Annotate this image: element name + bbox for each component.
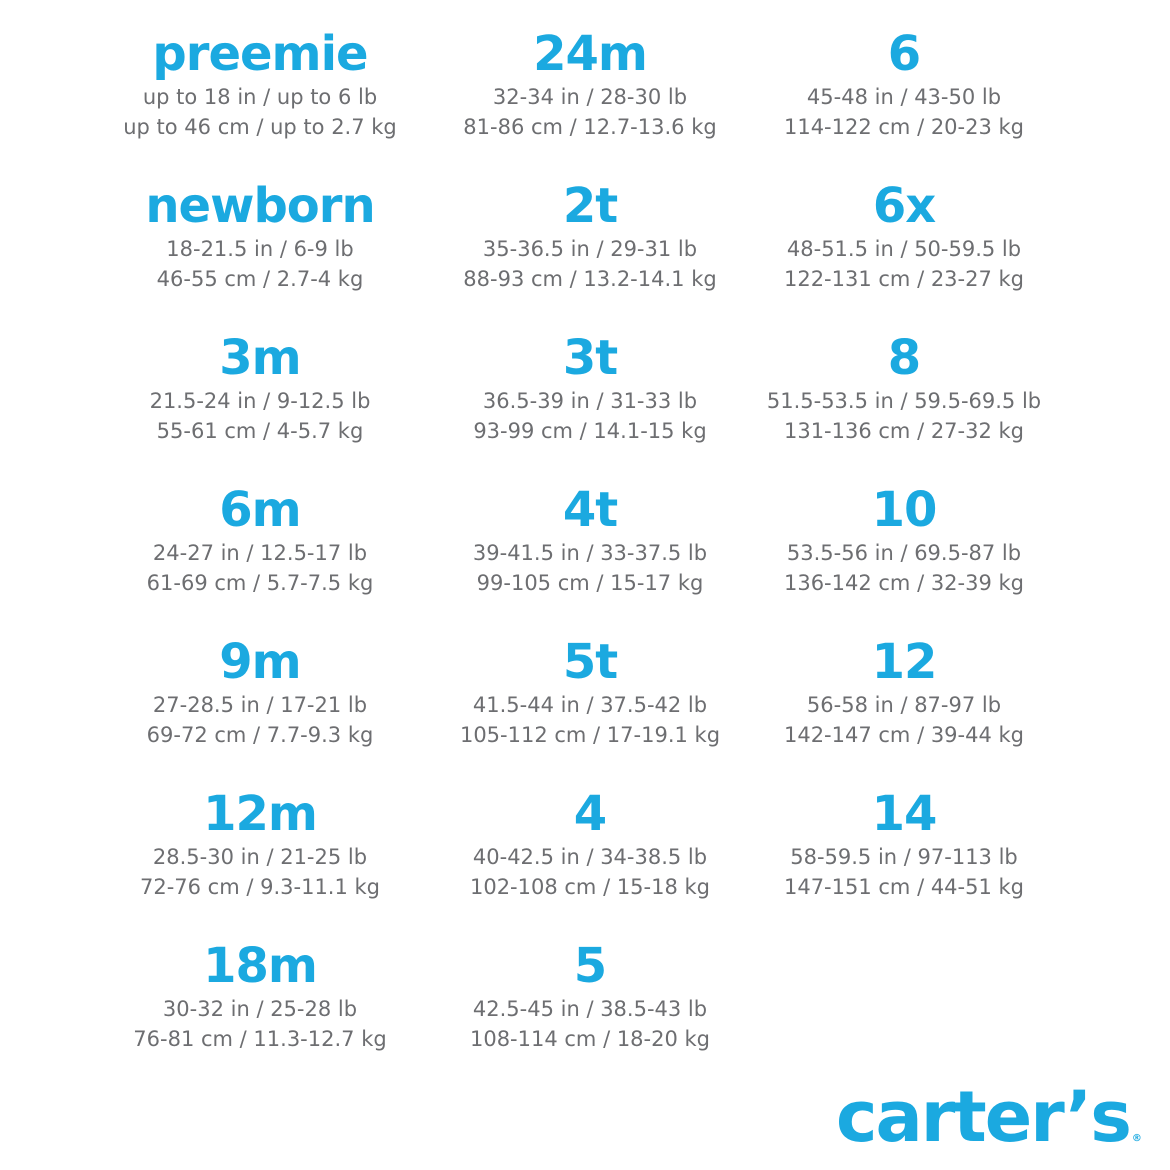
size-label: preemie xyxy=(152,26,368,82)
size-metric-measure: 147-151 cm / 44-51 kg xyxy=(783,875,1025,899)
size-imperial-measure: 48-51.5 in / 50-59.5 lb xyxy=(786,237,1022,261)
size-entry xyxy=(744,634,1064,786)
registered-mark: ® xyxy=(1131,1133,1140,1144)
size-imperial-measure: 53.5-56 in / 69.5-87 lb xyxy=(786,541,1022,565)
size-metric-measure: 136-142 cm / 32-39 kg xyxy=(783,571,1025,595)
size-entry xyxy=(744,482,1064,634)
size-metric-measure: 72-76 cm / 9.3-11.1 kg xyxy=(139,875,381,899)
size-entry xyxy=(430,26,750,178)
size-entry xyxy=(430,786,750,938)
size-imperial-measure: 40-42.5 in / 34-38.5 lb xyxy=(472,845,708,869)
size-metric-measure: 81-86 cm / 12.7-13.6 kg xyxy=(463,115,717,139)
size-imperial-measure: 51.5-53.5 in / 59.5-69.5 lb xyxy=(766,389,1042,413)
size-label: 6 xyxy=(887,26,921,82)
size-imperial-measure: 35-36.5 in / 29-31 lb xyxy=(482,237,698,261)
size-imperial-measure: 27-28.5 in / 17-21 lb xyxy=(152,693,368,717)
size-column-kid xyxy=(744,26,1064,938)
size-label: newborn xyxy=(145,178,375,234)
size-metric-measure: 69-72 cm / 7.7-9.3 kg xyxy=(146,723,374,747)
size-entry xyxy=(100,938,420,1090)
size-metric-measure: 55-61 cm / 4-5.7 kg xyxy=(156,419,364,443)
size-imperial-measure: 41.5-44 in / 37.5-42 lb xyxy=(472,693,708,717)
size-entry xyxy=(430,178,750,330)
size-imperial-measure: 18-21.5 in / 6-9 lb xyxy=(166,237,354,261)
size-imperial-measure: 30-32 in / 25-28 lb xyxy=(162,997,358,1021)
size-metric-measure: 142-147 cm / 39-44 kg xyxy=(783,723,1025,747)
size-label: 5t xyxy=(562,634,618,690)
logo-text: carter’s xyxy=(836,1076,1130,1158)
size-metric-measure: 122-131 cm / 23-27 kg xyxy=(783,267,1025,291)
size-column-baby xyxy=(100,26,420,1090)
size-imperial-measure: 58-59.5 in / 97-113 lb xyxy=(790,845,1018,869)
size-entry xyxy=(744,26,1064,178)
size-entry xyxy=(430,482,750,634)
size-label: 18m xyxy=(203,938,317,994)
size-label: 5 xyxy=(573,938,607,994)
size-metric-measure: 46-55 cm / 2.7-4 kg xyxy=(156,267,364,291)
size-entry xyxy=(100,26,420,178)
size-imperial-measure: 45-48 in / 43-50 lb xyxy=(806,85,1002,109)
size-imperial-measure: 21.5-24 in / 9-12.5 lb xyxy=(149,389,371,413)
size-entry xyxy=(100,178,420,330)
size-label: 12 xyxy=(871,634,937,690)
size-imperial-measure: 28.5-30 in / 21-25 lb xyxy=(152,845,368,869)
size-imperial-measure: 39-41.5 in / 33-37.5 lb xyxy=(472,541,708,565)
size-imperial-measure: 42.5-45 in / 38.5-43 lb xyxy=(472,997,708,1021)
size-label: 3t xyxy=(562,330,618,386)
size-imperial-measure: up to 18 in / up to 6 lb xyxy=(142,85,378,109)
size-metric-measure: 88-93 cm / 13.2-14.1 kg xyxy=(463,267,717,291)
size-imperial-measure: 32-34 in / 28-30 lb xyxy=(492,85,688,109)
size-metric-measure: up to 46 cm / up to 2.7 kg xyxy=(123,115,397,139)
size-label: 2t xyxy=(562,178,618,234)
size-label: 3m xyxy=(219,330,301,386)
size-imperial-measure: 24-27 in / 12.5-17 lb xyxy=(152,541,368,565)
size-metric-measure: 102-108 cm / 15-18 kg xyxy=(469,875,711,899)
size-label: 8 xyxy=(887,330,921,386)
size-label: 9m xyxy=(219,634,301,690)
size-label: 6m xyxy=(219,482,301,538)
size-metric-measure: 114-122 cm / 20-23 kg xyxy=(783,115,1025,139)
size-imperial-measure: 56-58 in / 87-97 lb xyxy=(806,693,1002,717)
size-metric-measure: 99-105 cm / 15-17 kg xyxy=(476,571,704,595)
size-entry xyxy=(430,938,750,1090)
size-entry xyxy=(744,330,1064,482)
size-metric-measure: 131-136 cm / 27-32 kg xyxy=(783,419,1025,443)
size-metric-measure: 76-81 cm / 11.3-12.7 kg xyxy=(133,1027,387,1051)
size-label: 12m xyxy=(203,786,317,842)
size-label: 6x xyxy=(872,178,936,234)
size-entry xyxy=(744,786,1064,938)
size-metric-measure: 108-114 cm / 18-20 kg xyxy=(469,1027,711,1051)
size-column-toddler xyxy=(430,26,750,1090)
size-entry xyxy=(744,178,1064,330)
size-entry xyxy=(100,786,420,938)
size-entry xyxy=(100,330,420,482)
size-entry xyxy=(100,482,420,634)
size-entry xyxy=(430,330,750,482)
carters-logo xyxy=(836,1072,1140,1162)
size-label: 4 xyxy=(573,786,607,842)
size-metric-measure: 105-112 cm / 17-19.1 kg xyxy=(459,723,721,747)
size-label: 24m xyxy=(533,26,647,82)
size-metric-measure: 61-69 cm / 5.7-7.5 kg xyxy=(146,571,374,595)
size-label: 14 xyxy=(871,786,937,842)
size-label: 4t xyxy=(562,482,618,538)
size-imperial-measure: 36.5-39 in / 31-33 lb xyxy=(482,389,698,413)
size-entry xyxy=(430,634,750,786)
size-metric-measure: 93-99 cm / 14.1-15 kg xyxy=(473,419,707,443)
size-label: 10 xyxy=(871,482,937,538)
size-entry xyxy=(100,634,420,786)
